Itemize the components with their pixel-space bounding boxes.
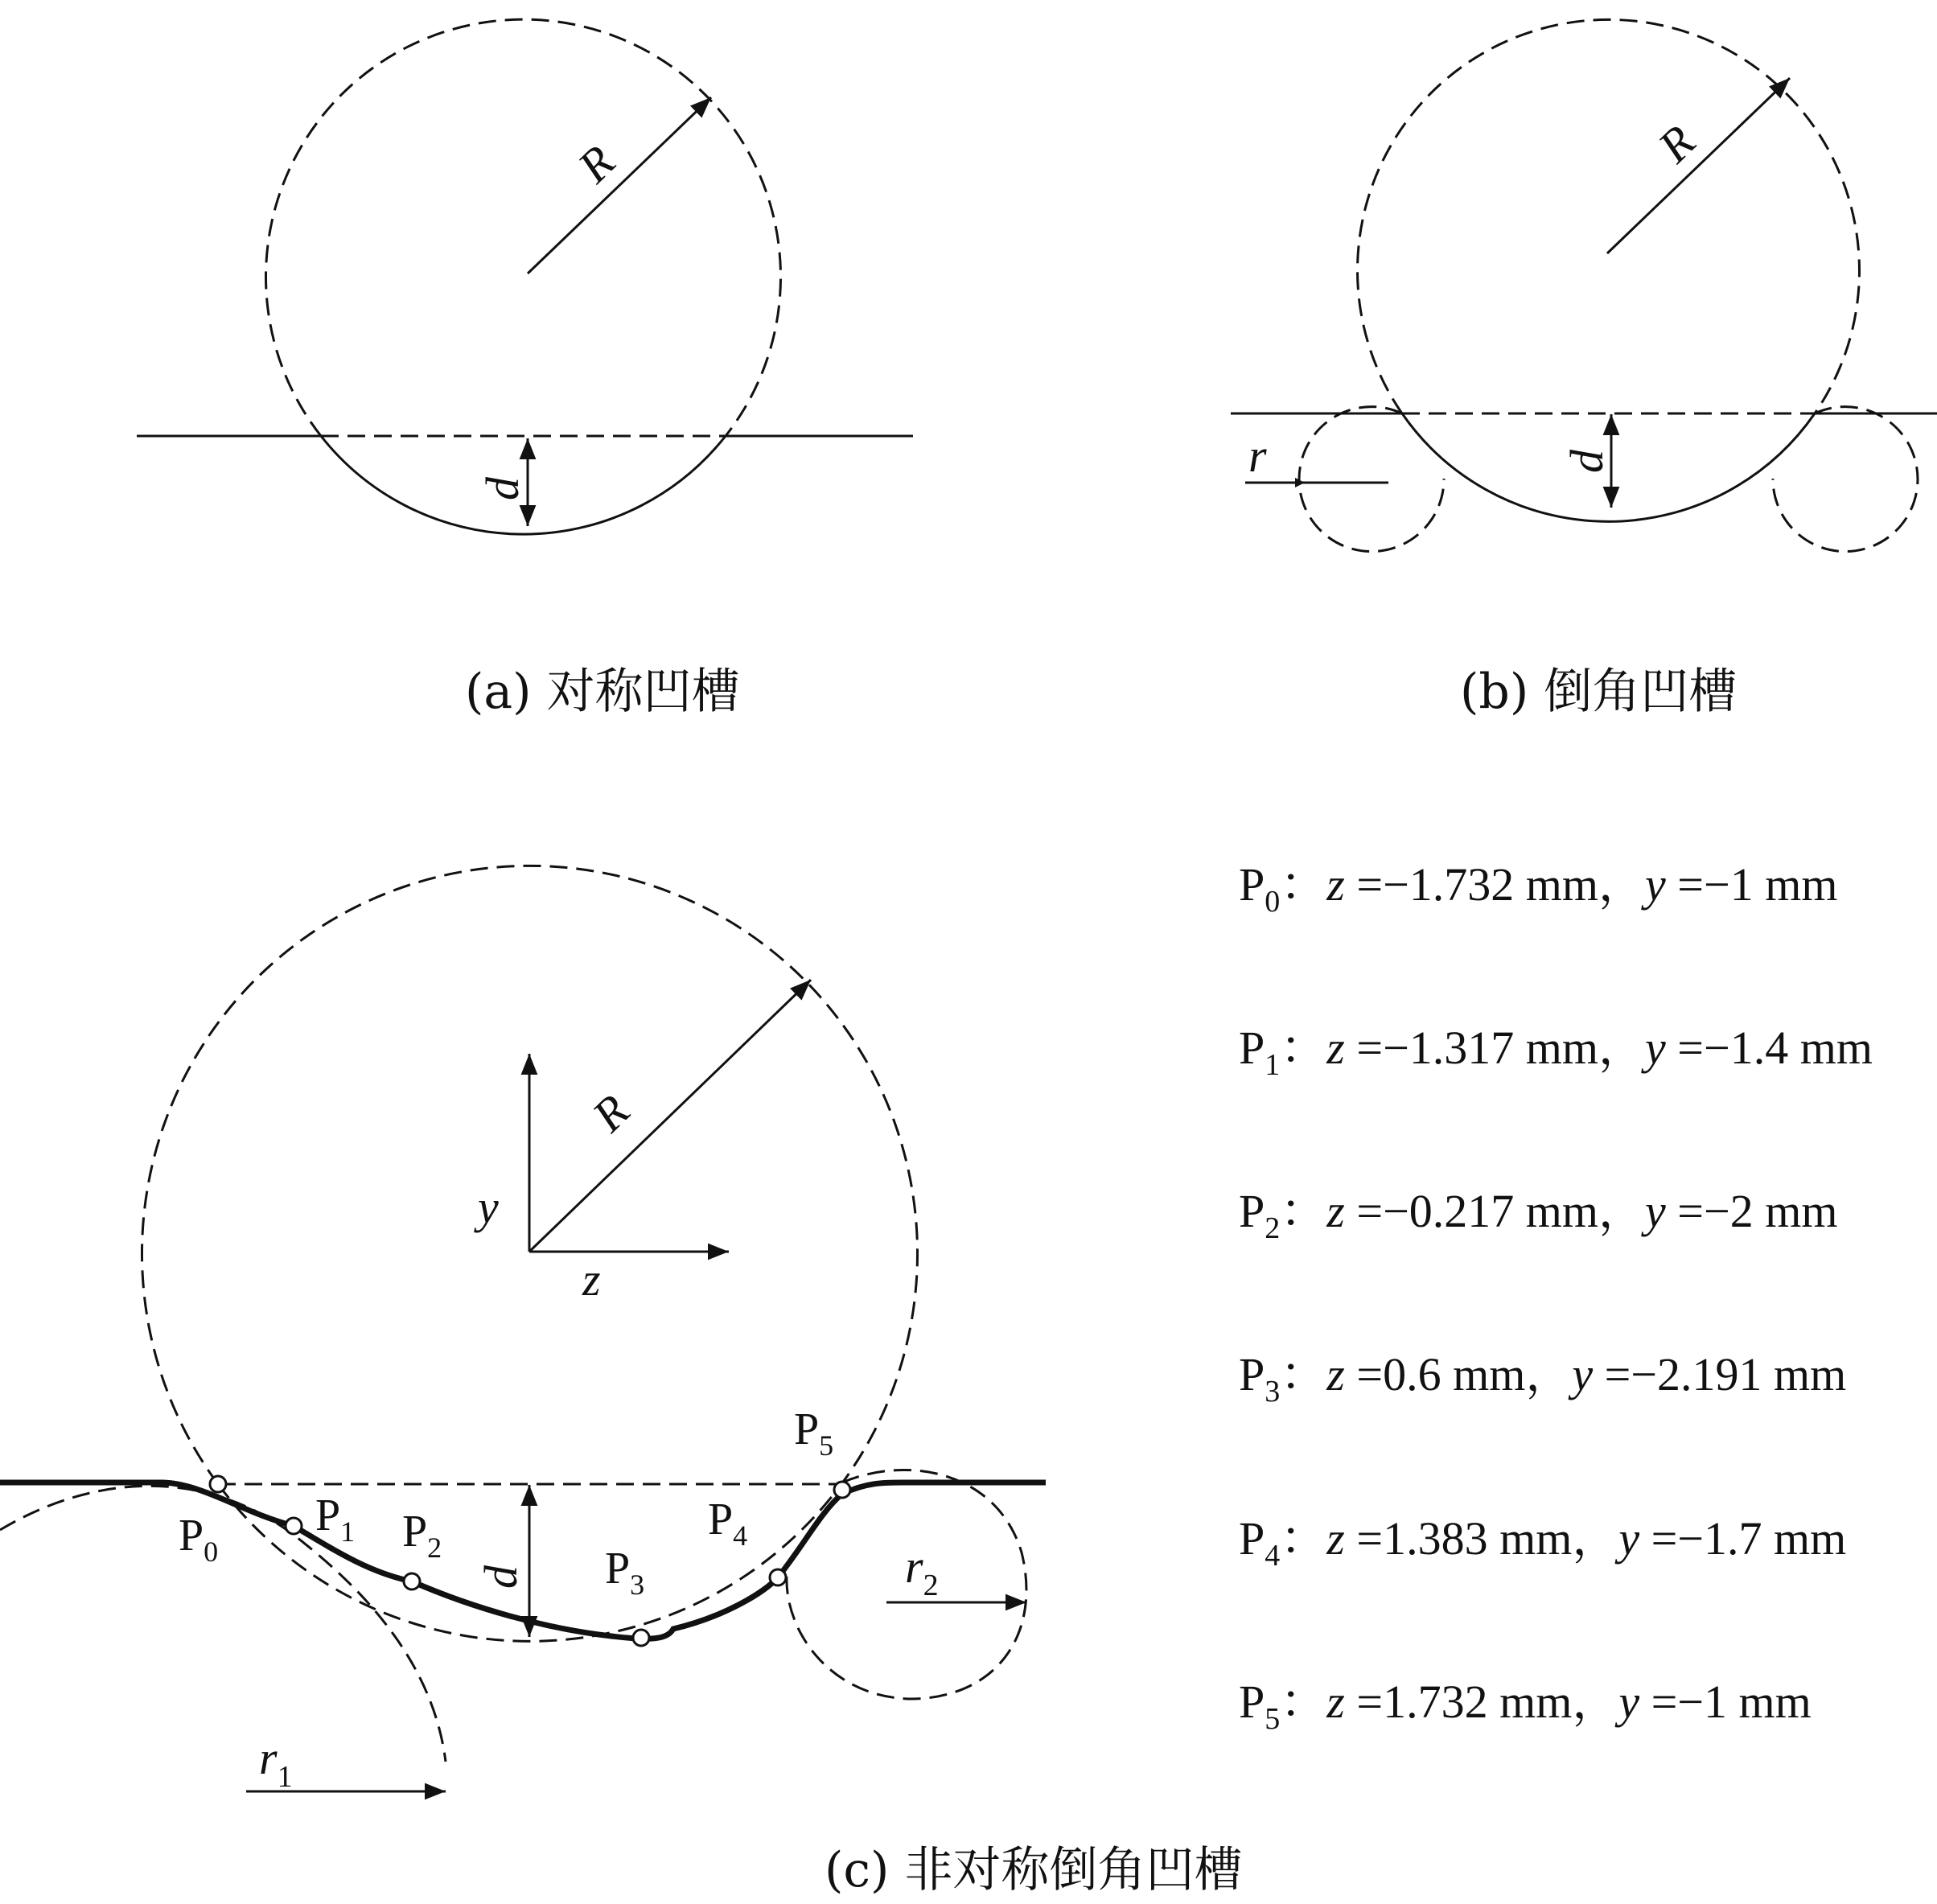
panel-c-label-r1: $r_1$ bbox=[259, 1732, 293, 1794]
coord-row-P3: $P_3$：z =0.6 mm，y =−2.191 mm bbox=[1239, 1348, 1847, 1408]
panel-b-chamfer-circle-right bbox=[1773, 407, 1918, 552]
panel-c-point-label-P3: $P_3$ bbox=[605, 1544, 645, 1601]
panel-c-groove-profile bbox=[0, 1482, 1046, 1639]
panel-c-point-P3 bbox=[633, 1630, 649, 1646]
panel-c-label-R: R bbox=[582, 1084, 639, 1142]
panel-a-radius-arrow bbox=[528, 97, 711, 273]
panel-c-label-r2: $r_2$ bbox=[905, 1540, 939, 1602]
coord-row-P0: $P_0$：z =−1.732 mm，y =−1 mm bbox=[1239, 858, 1838, 919]
panel-b-chamfer-circle-left bbox=[1299, 407, 1444, 552]
panel-a-dashed-circle-top bbox=[266, 19, 781, 436]
panel-a-caption: (a) 对称凹槽 bbox=[465, 664, 740, 720]
panel-c-point-P4 bbox=[770, 1569, 786, 1585]
panel-c-dashed-left-circle bbox=[0, 1486, 446, 1762]
panel-c-point-label-P1: $P_1$ bbox=[315, 1491, 356, 1548]
panel-c-point-P2 bbox=[404, 1573, 420, 1589]
panel-c-caption: (c) 非对称倒角凹槽 bbox=[825, 1842, 1243, 1898]
panel-c-point-label-P5: $P_5$ bbox=[794, 1404, 834, 1462]
panel-c-axis-y-label: y bbox=[478, 1181, 499, 1233]
panel-b-chamfered-groove bbox=[1231, 19, 1937, 720]
panel-b-label-R: R bbox=[1647, 114, 1705, 173]
panel-c-point-P5 bbox=[834, 1482, 850, 1498]
panel-b-dashed-circle-top bbox=[1357, 19, 1859, 413]
panel-c-point-label-P2: $P_2$ bbox=[402, 1507, 442, 1564]
coord-row-P2: $P_2$：z =−0.217 mm，y =−2 mm bbox=[1239, 1185, 1838, 1245]
panel-b-radius-arrow bbox=[1607, 78, 1790, 253]
panel-c-point-P0 bbox=[210, 1476, 226, 1492]
panel-c-asymmetric-groove bbox=[0, 866, 1243, 1898]
panel-b-caption: (b) 倒角凹槽 bbox=[1460, 664, 1738, 720]
panel-c-point-label-P4: $P_4$ bbox=[708, 1495, 748, 1552]
panel-b-label-r: r bbox=[1248, 430, 1267, 482]
coord-row-P1: $P_1$：z =−1.317 mm，y =−1.4 mm bbox=[1239, 1022, 1873, 1082]
point-coordinate-list bbox=[1239, 858, 1873, 1736]
panel-c-point-P1 bbox=[286, 1518, 302, 1534]
panel-a-label-d: d bbox=[476, 477, 528, 500]
coord-row-P4: $P_4$：z =1.383 mm，y =−1.7 mm bbox=[1239, 1512, 1847, 1573]
coord-row-P5: $P_5$：z =1.732 mm，y =−1 mm bbox=[1239, 1676, 1812, 1736]
panel-c-radius-arrow bbox=[529, 980, 811, 1252]
panel-c-axis-z-label: z bbox=[582, 1253, 601, 1306]
panel-c-label-d: d bbox=[475, 1565, 527, 1589]
panel-a-label-R: R bbox=[567, 134, 625, 193]
panel-c-point-label-P0: $P_0$ bbox=[179, 1511, 219, 1568]
panel-b-label-d: d bbox=[1561, 450, 1613, 473]
panel-a-symmetric-groove bbox=[137, 19, 913, 720]
